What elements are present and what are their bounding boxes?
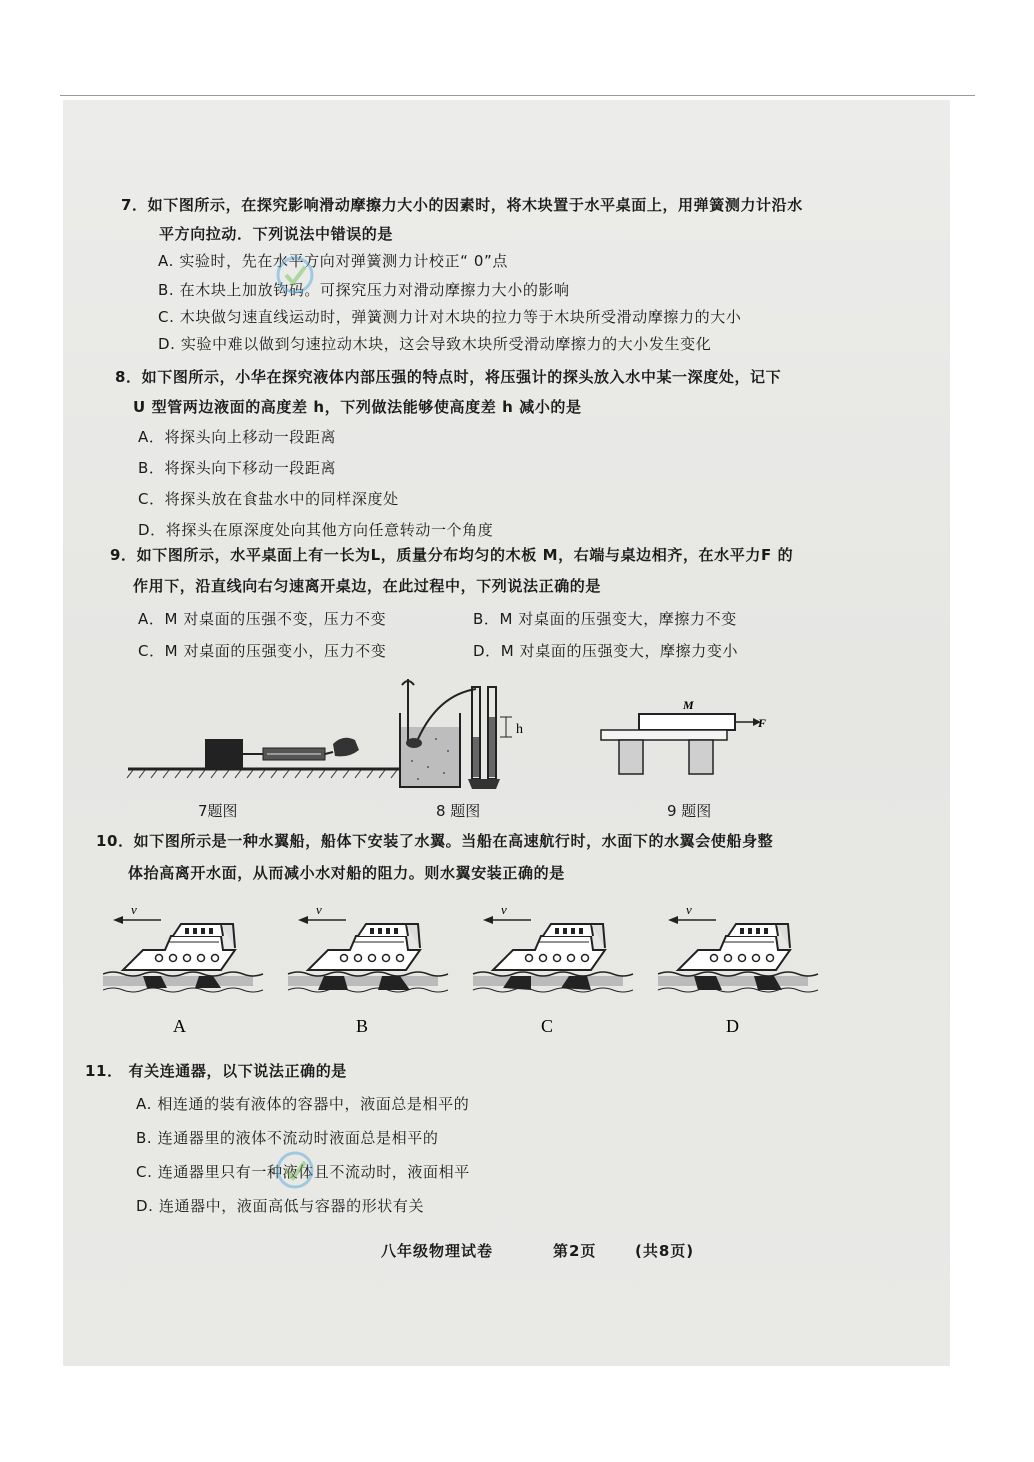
q8-option-a: A．将探头向上移动一段距离 [138,428,337,446]
figure-9-caption: 9 题图 [667,802,712,820]
q11-option-a: A. 相连通的装有液体的容器中，液面总是相平的 [136,1095,470,1113]
watermark-logo-icon [275,255,315,295]
q8-stem-line-2: U 型管两边液面的高度差 h，下列做法能够使高度差 h 减小的是 [133,398,582,416]
footer-total: (共8页) [635,1242,695,1260]
figure-8-pressure-gauge [388,675,588,793]
q9-option-b: B．M 对桌面的压强变大，摩擦力不变 [473,610,737,628]
board-m [639,714,735,730]
q7-option-c: C. 木块做匀速直线运动时，弹簧测力计对木块的拉力等于木块所受滑动摩擦力的大小 [158,308,742,326]
top-rule [60,95,975,96]
footer-page: 第2页 [553,1242,597,1260]
wood-block [205,739,243,769]
q7-stem-line-2: 平方向拉动．下列说法中错误的是 [159,225,394,243]
probe [406,738,422,748]
exam-sheet [63,100,950,1366]
label-f: F [758,716,767,730]
boat-option-c [473,902,633,1036]
q9-stem-line-2: 作用下，沿直线向右匀速离开桌边，在此过程中，下列说法正确的是 [133,577,602,595]
q8-stem-line-1: 8．如下图所示，小华在探究液体内部压强的特点时，将压强计的探头放入水中某一深度处，记下 [115,368,782,386]
q11-stem: 11． 有关连通器，以下说法正确的是 [85,1062,347,1080]
q7-option-b: B. 在木块上加放钩码。可探究压力对滑动摩擦力大小的影响 [158,281,570,299]
q10-stem-line-1: 10．如下图所示是一种水翼船，船体下安装了水翼。当船在高速航行时，水面下的水翼会使船身整 [96,832,774,850]
q10-stem-line-2: 体抬高离开水面，从而减小水对船的阻力。则水翼安装正确的是 [128,864,565,882]
label-h: h [516,722,523,737]
q9-stem-line-1: 9．如下图所示，水平桌面上有一长为L，质量分布均匀的木板 M，右端与桌边相齐，在水平力F 的 [110,546,794,564]
q9-option-c: C．M 对桌面的压强变小，压力不变 [138,642,387,660]
q9-option-a: A．M 对桌面的压强不变，压力不变 [138,610,387,628]
label-m: M [683,698,694,712]
figure-8-caption: 8 题图 [436,802,481,820]
velocity-label-c: v [501,902,507,917]
boat-option-d [658,902,818,1036]
velocity-label-a: v [131,902,137,917]
q8-option-b: B．将探头向下移动一段距离 [138,459,337,477]
q11-option-b: B. 连通器里的液体不流动时液面总是相平的 [136,1129,439,1147]
figure-7-caption: 7题图 [198,802,238,820]
q11-option-d: D. 连通器中，液面高低与容器的形状有关 [136,1197,425,1215]
boat-label-d: D [726,1016,739,1036]
table-top [601,730,727,740]
hand [333,738,359,757]
q7-option-a: A. 实验时，先在水平方向对弹簧测力计校正“ 0”点 [158,252,508,270]
q8-option-d: D．将探头在原深度处向其他方向任意转动一个角度 [138,521,494,539]
boat-label-b: B [356,1016,369,1036]
footer-title: 八年级物理试卷 [381,1242,494,1260]
velocity-label-b: v [316,902,322,917]
boat-label-a: A [173,1016,186,1036]
q8-option-c: C．将探头放在食盐水中的同样深度处 [138,490,399,508]
boat-option-a [103,902,263,1036]
boat-label-c: C [541,1016,554,1036]
q11-option-c: C. 连通器里只有一种液体且不流动时，液面相平 [136,1163,470,1181]
velocity-label-d: v [686,902,692,917]
hydrofoil-boats-figure [103,900,863,1040]
q7-stem-line-1: 7．如下图所示，在探究影响滑动摩擦力大小的因素时，将木块置于水平桌面上，用弹簧测力计沿水 [121,196,803,214]
watermark-logo-icon [275,1150,315,1190]
q7-option-d: D. 实验中难以做到匀速拉动木块，这会导致木块所受滑动摩擦力的大小发生变化 [158,335,712,353]
boat-option-b [288,902,448,1036]
figure-9-board-on-table [593,696,773,776]
figure-7-friction-setup [123,712,413,782]
q9-option-d: D．M 对桌面的压强变大，摩擦力变小 [473,642,739,660]
